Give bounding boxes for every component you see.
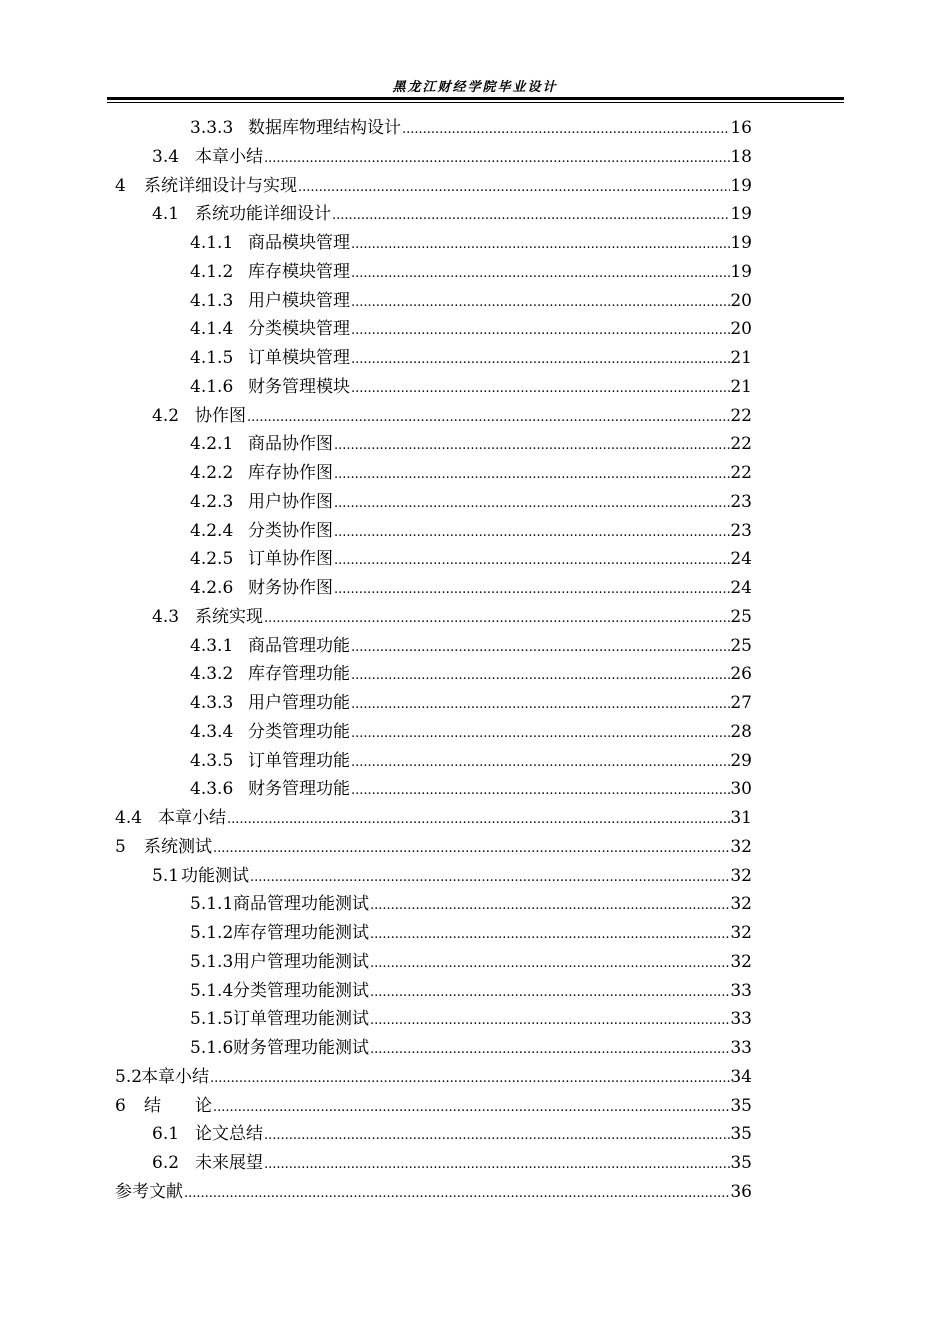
- toc-entry[interactable]: [115, 833, 752, 861]
- toc-dot-leader: [332, 200, 730, 228]
- toc-entry-title: 系统测试: [144, 837, 212, 857]
- toc-entry-title: 系统实现: [195, 607, 263, 627]
- toc-entry[interactable]: [115, 1092, 752, 1120]
- toc-dot-leader: [351, 344, 730, 372]
- toc-entry-page: 22: [730, 463, 752, 483]
- toc-entry-page: 33: [730, 1038, 752, 1058]
- toc-entry-page: 33: [730, 981, 752, 1001]
- toc-entry[interactable]: [190, 1005, 752, 1033]
- toc-entry-number: 4.4: [115, 808, 143, 828]
- toc-entry-title: 用户模块管理: [248, 291, 350, 311]
- toc-entry-number: 4.3.4: [190, 722, 234, 742]
- toc-dot-leader: [370, 1005, 730, 1033]
- toc-entry[interactable]: [190, 890, 752, 918]
- toc-entry-title: 库存模块管理: [248, 262, 350, 282]
- toc-entry-title: 分类管理功能测试: [233, 981, 369, 1001]
- toc-entry-number: 3.4: [152, 147, 180, 167]
- toc-dot-leader: [227, 804, 730, 832]
- toc-entry[interactable]: [190, 517, 752, 545]
- toc-entry-number: 5.1.4: [190, 981, 234, 1001]
- toc-entry-number: 4.2.3: [190, 492, 234, 512]
- toc-entry-title: 财务管理功能: [248, 779, 350, 799]
- toc-entry[interactable]: [190, 315, 752, 343]
- toc-dot-leader: [370, 948, 730, 976]
- toc-dot-leader: [210, 1063, 730, 1091]
- toc-entry-page: 32: [730, 952, 752, 972]
- toc-entry-number: 4.2.1: [190, 434, 234, 454]
- toc-dot-leader: [370, 919, 730, 947]
- toc-entry-number: 4.1.4: [190, 319, 234, 339]
- toc-dot-leader: [334, 517, 730, 545]
- toc-dot-leader: [247, 402, 730, 430]
- toc-entry-page: 33: [730, 1009, 752, 1029]
- toc-entry-number: 4.1.6: [190, 377, 234, 397]
- toc-entry-number: 4.2.6: [190, 578, 234, 598]
- toc-entry-title: 商品管理功能: [248, 636, 350, 656]
- toc-dot-leader: [334, 574, 730, 602]
- toc-dot-leader: [351, 287, 730, 315]
- toc-entry-title: 用户协作图: [248, 492, 333, 512]
- toc-entry[interactable]: [190, 373, 752, 401]
- toc-dot-leader: [351, 373, 730, 401]
- toc-entry-title: 本章小结: [141, 1067, 209, 1087]
- toc-entry-title: 本章小结: [158, 808, 226, 828]
- toc-entry-page: 18: [730, 147, 752, 167]
- toc-entry-number: 5: [115, 837, 126, 857]
- toc-entry-page: 36: [730, 1182, 752, 1202]
- toc-entry-page: 24: [730, 578, 752, 598]
- toc-entry[interactable]: [115, 172, 752, 200]
- toc-entry-page: 20: [730, 319, 752, 339]
- toc-entry-number: 4.3.1: [190, 636, 234, 656]
- toc-entry-number: 5.2: [115, 1067, 143, 1087]
- toc-dot-leader: [351, 632, 730, 660]
- toc-entry-page: 19: [730, 204, 752, 224]
- toc-entry-page: 32: [730, 923, 752, 943]
- toc-entry[interactable]: [190, 977, 752, 1005]
- toc-entry-title: 订单管理功能测试: [233, 1009, 369, 1029]
- toc-entry-page: 21: [730, 377, 752, 397]
- toc-entry-page: 35: [730, 1096, 752, 1116]
- toc-entry[interactable]: [152, 200, 752, 228]
- toc-entry-number: 5.1.5: [190, 1009, 234, 1029]
- toc-entry-page: 25: [730, 607, 752, 627]
- toc-dot-leader: [264, 1120, 730, 1148]
- toc-entry-page: 34: [730, 1067, 752, 1087]
- toc-entry-title: 财务协作图: [248, 578, 333, 598]
- toc-entry[interactable]: [190, 660, 752, 688]
- toc-entry-title: 数据库物理结构设计: [248, 118, 401, 138]
- toc-entry-page: 22: [730, 434, 752, 454]
- toc-dot-leader: [370, 1034, 730, 1062]
- toc-entry-page: 35: [730, 1124, 752, 1144]
- toc-entry-page: 19: [730, 262, 752, 282]
- toc-entry-page: 27: [730, 693, 752, 713]
- toc-entry[interactable]: [190, 287, 752, 315]
- toc-entry-number: 4.1.1: [190, 233, 234, 253]
- toc-entry-page: 23: [730, 492, 752, 512]
- toc-entry-title: 分类管理功能: [248, 722, 350, 742]
- toc-dot-leader: [298, 172, 730, 200]
- toc-entry-number: 4.3.2: [190, 664, 234, 684]
- toc-dot-leader: [213, 833, 730, 861]
- toc-entry-page: 24: [730, 549, 752, 569]
- toc-entry[interactable]: [115, 804, 752, 832]
- toc-entry-title: 用户管理功能测试: [233, 952, 369, 972]
- toc-entry[interactable]: [190, 344, 752, 372]
- toc-entry-page: 35: [730, 1153, 752, 1173]
- toc-entry-number: 5.1.6: [190, 1038, 234, 1058]
- toc-dot-leader: [351, 775, 730, 803]
- toc-entry-number: 4.1.3: [190, 291, 234, 311]
- toc-entry-number: 6.2: [152, 1153, 180, 1173]
- toc-entry-page: 31: [730, 808, 752, 828]
- toc-entry-title: 财务管理功能测试: [233, 1038, 369, 1058]
- toc-dot-leader: [351, 660, 730, 688]
- header-rule-thin: [107, 102, 844, 103]
- toc-dot-leader: [213, 1092, 730, 1120]
- toc-dot-leader: [264, 143, 730, 171]
- page-header-title: 黑龙江财经学院毕业设计: [392, 80, 558, 95]
- toc-dot-leader: [334, 488, 730, 516]
- toc-entry-page: 32: [730, 837, 752, 857]
- toc-entry[interactable]: [115, 1063, 752, 1091]
- toc-entry-title: 订单模块管理: [248, 348, 350, 368]
- toc-entry-title: 系统详细设计与实现: [144, 176, 297, 196]
- toc-entry-number: 4.3.5: [190, 751, 234, 771]
- toc-entry-title: 订单协作图: [248, 549, 333, 569]
- toc-entry-page: 29: [730, 751, 752, 771]
- toc-dot-leader: [264, 1149, 730, 1177]
- toc-entry-title: 商品模块管理: [248, 233, 350, 253]
- toc-entry[interactable]: [152, 1120, 752, 1148]
- toc-entry-number: 3.3.3: [190, 118, 234, 138]
- header-rule-thick: [107, 97, 844, 100]
- toc-entry[interactable]: [190, 689, 752, 717]
- toc-entry[interactable]: [190, 948, 752, 976]
- toc-dot-leader: [351, 689, 730, 717]
- toc-entry-number: 6.1: [152, 1124, 180, 1144]
- toc-entry-number: 4.2: [152, 406, 180, 426]
- toc-dot-leader: [264, 603, 730, 631]
- toc-dot-leader: [334, 459, 730, 487]
- toc-entry-title: 商品管理功能测试: [233, 894, 369, 914]
- toc-dot-leader: [351, 718, 730, 746]
- toc-entry-page: 22: [730, 406, 752, 426]
- toc-entry-title: 商品协作图: [248, 434, 333, 454]
- toc-entry[interactable]: [190, 1034, 752, 1062]
- toc-entry[interactable]: [190, 632, 752, 660]
- toc-entry-title: 分类模块管理: [248, 319, 350, 339]
- toc-entry-title: 结 论: [144, 1096, 212, 1116]
- toc-entry-number: 6: [115, 1096, 126, 1116]
- toc-entry-title: 用户管理功能: [248, 693, 350, 713]
- toc-entry-number: 4.3.3: [190, 693, 234, 713]
- toc-dot-leader: [351, 229, 730, 257]
- toc-entry[interactable]: [190, 545, 752, 573]
- toc-entry-number: 4.2.5: [190, 549, 234, 569]
- toc-entry-page: 23: [730, 521, 752, 541]
- toc-entry-number: 5.1: [152, 866, 180, 886]
- toc-entry-page: 25: [730, 636, 752, 656]
- toc-entry-title: 库存管理功能测试: [233, 923, 369, 943]
- toc-entry-number: 4.2.2: [190, 463, 234, 483]
- toc-entry[interactable]: [190, 747, 752, 775]
- toc-entry-page: 28: [730, 722, 752, 742]
- toc-entry-number: 4.1.2: [190, 262, 234, 282]
- toc-entry-page: 16: [730, 118, 752, 138]
- toc-entry[interactable]: [190, 574, 752, 602]
- toc-dot-leader: [184, 1178, 730, 1206]
- toc-dot-leader: [334, 430, 730, 458]
- toc-dot-leader: [351, 315, 730, 343]
- toc-entry-number: 4.1: [152, 204, 180, 224]
- toc-entry-page: 32: [730, 894, 752, 914]
- toc-entry[interactable]: [152, 862, 752, 890]
- toc-dot-leader: [351, 258, 730, 286]
- toc-entry-title: 系统功能详细设计: [195, 204, 331, 224]
- toc-entry-page: 26: [730, 664, 752, 684]
- toc-entry-number: 5.1.2: [190, 923, 234, 943]
- toc-dot-leader: [402, 114, 730, 142]
- toc-entry-title: 论文总结: [195, 1124, 263, 1144]
- toc-entry-title: 本章小结: [195, 147, 263, 167]
- toc-entry-title: 分类协作图: [248, 521, 333, 541]
- toc-dot-leader: [370, 890, 730, 918]
- toc-entry-title: 功能测试: [181, 866, 249, 886]
- toc-entry-number: 5.1.1: [190, 894, 234, 914]
- toc-entry-title: 库存管理功能: [248, 664, 350, 684]
- toc-entry[interactable]: [190, 775, 752, 803]
- toc-entry[interactable]: [190, 488, 752, 516]
- toc-entry-page: 32: [730, 866, 752, 886]
- toc-entry-title: 财务管理模块: [248, 377, 350, 397]
- toc-entry[interactable]: [115, 1178, 752, 1206]
- toc-entry-page: 30: [730, 779, 752, 799]
- toc-entry-number: 4.2.4: [190, 521, 234, 541]
- toc-entry[interactable]: [190, 430, 752, 458]
- toc-entry[interactable]: [152, 402, 752, 430]
- toc-entry-number: 5.1.3: [190, 952, 234, 972]
- toc-entry[interactable]: [190, 229, 752, 257]
- toc-entry-number: 4.1.5: [190, 348, 234, 368]
- toc-dot-leader: [334, 545, 730, 573]
- toc-entry-number: 4.3.6: [190, 779, 234, 799]
- toc-entry[interactable]: [152, 1149, 752, 1177]
- toc-entry-number: 4.3: [152, 607, 180, 627]
- toc-entry[interactable]: [190, 919, 752, 947]
- toc-dot-leader: [370, 977, 730, 1005]
- toc-entry-page: 19: [730, 176, 752, 196]
- toc-entry-number: 4: [115, 176, 126, 196]
- toc-dot-leader: [250, 862, 730, 890]
- toc-entry[interactable]: [190, 114, 752, 142]
- toc-entry-title: 订单管理功能: [248, 751, 350, 771]
- toc-entry[interactable]: [152, 143, 752, 171]
- toc-entry[interactable]: [190, 459, 752, 487]
- toc-entry-title: 未来展望: [195, 1153, 263, 1173]
- toc-entry[interactable]: [152, 603, 752, 631]
- toc-dot-leader: [351, 747, 730, 775]
- toc-entry[interactable]: [190, 718, 752, 746]
- toc-entry-title: 参考文献: [115, 1182, 183, 1202]
- toc-entry-title: 库存协作图: [248, 463, 333, 483]
- toc-entry-page: 19: [730, 233, 752, 253]
- toc-entry-page: 21: [730, 348, 752, 368]
- toc-entry[interactable]: [190, 258, 752, 286]
- toc-entry-page: 20: [730, 291, 752, 311]
- toc-entry-title: 协作图: [195, 406, 246, 426]
